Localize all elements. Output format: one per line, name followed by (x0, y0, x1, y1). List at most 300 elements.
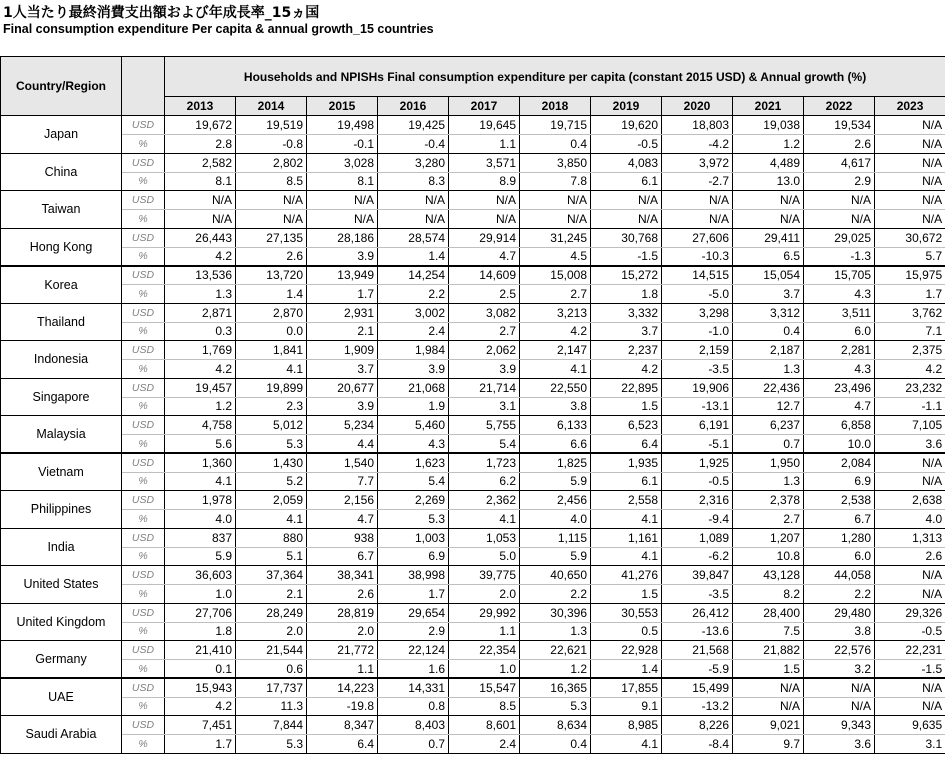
usd-cell: 26,412 (662, 603, 733, 622)
unit-label-percent: % (122, 660, 165, 679)
growth-cell: 4.2 (520, 322, 591, 341)
unit-label-usd: USD (122, 528, 165, 547)
usd-cell: 19,620 (591, 116, 662, 135)
usd-cell: 20,677 (307, 378, 378, 397)
growth-cell: 4.2 (591, 360, 662, 379)
growth-cell: N/A (733, 697, 804, 716)
growth-cell: 5.3 (236, 735, 307, 754)
usd-cell: 14,515 (662, 266, 733, 285)
growth-cell: 4.2 (875, 360, 945, 379)
usd-cell: 3,002 (378, 303, 449, 322)
usd-cell: N/A (804, 678, 875, 697)
growth-cell: 1.7 (165, 735, 236, 754)
growth-cell: 1.0 (449, 660, 520, 679)
growth-cell: 2.9 (378, 622, 449, 641)
usd-cell: 22,576 (804, 641, 875, 660)
unit-label-percent: % (122, 435, 165, 454)
usd-cell: 6,858 (804, 416, 875, 435)
growth-cell: 6.7 (307, 547, 378, 566)
growth-cell: -1.5 (875, 660, 945, 679)
usd-cell: 27,135 (236, 228, 307, 247)
growth-cell: 3.8 (520, 397, 591, 416)
table-row-growth (1, 360, 945, 379)
growth-cell: 1.8 (165, 622, 236, 641)
usd-cell: 1,950 (733, 453, 804, 472)
unit-label-usd: USD (122, 116, 165, 135)
growth-cell: 5.1 (236, 547, 307, 566)
usd-cell: 14,223 (307, 678, 378, 697)
table-row-growth (1, 210, 945, 229)
usd-cell: 39,847 (662, 566, 733, 585)
usd-cell: 28,819 (307, 603, 378, 622)
growth-cell: 4.0 (165, 510, 236, 529)
usd-cell: 21,544 (236, 641, 307, 660)
usd-cell: 2,538 (804, 491, 875, 510)
growth-cell: 6.2 (449, 472, 520, 491)
usd-cell: 19,534 (804, 116, 875, 135)
usd-cell: 37,364 (236, 566, 307, 585)
table-row-growth (1, 172, 945, 191)
growth-cell: -8.4 (662, 735, 733, 754)
country-name: India (1, 528, 122, 566)
growth-cell: 0.7 (733, 435, 804, 454)
growth-cell: -5.1 (662, 435, 733, 454)
year-header: 2015 (307, 97, 378, 116)
unit-label-percent: % (122, 697, 165, 716)
table-row-usd (1, 678, 945, 697)
growth-cell: N/A (520, 210, 591, 229)
usd-cell: N/A (875, 116, 945, 135)
usd-cell: 3,571 (449, 153, 520, 172)
usd-cell: 2,375 (875, 341, 945, 360)
usd-cell: 6,523 (591, 416, 662, 435)
table-row-usd (1, 341, 945, 360)
usd-cell: N/A (307, 191, 378, 210)
unit-label-percent: % (122, 547, 165, 566)
usd-cell: 2,558 (591, 491, 662, 510)
usd-cell: 6,133 (520, 416, 591, 435)
usd-cell: N/A (733, 678, 804, 697)
growth-cell: 1.0 (165, 585, 236, 604)
table-row-usd (1, 378, 945, 397)
growth-cell: 0.5 (591, 622, 662, 641)
table-row-growth (1, 735, 945, 754)
growth-cell: -10.3 (662, 247, 733, 266)
usd-cell: 1,623 (378, 453, 449, 472)
table-row-usd (1, 603, 945, 622)
usd-cell: N/A (875, 566, 945, 585)
table-row-growth (1, 510, 945, 529)
usd-cell: 19,906 (662, 378, 733, 397)
growth-cell: 3.9 (449, 360, 520, 379)
usd-cell: 15,547 (449, 678, 520, 697)
unit-label-percent: % (122, 210, 165, 229)
usd-cell: 1,207 (733, 528, 804, 547)
growth-cell: -0.1 (307, 135, 378, 154)
growth-cell: 5.9 (165, 547, 236, 566)
table-row-growth (1, 397, 945, 416)
usd-cell: 880 (236, 528, 307, 547)
country-name: Malaysia (1, 416, 122, 454)
usd-cell: N/A (875, 191, 945, 210)
usd-cell: 19,899 (236, 378, 307, 397)
growth-cell: 3.8 (804, 622, 875, 641)
growth-cell: 2.4 (449, 735, 520, 754)
usd-cell: 1,003 (378, 528, 449, 547)
usd-cell: 8,601 (449, 716, 520, 735)
usd-cell: 19,672 (165, 116, 236, 135)
growth-cell: 5.3 (520, 697, 591, 716)
growth-cell: -0.8 (236, 135, 307, 154)
table-row-usd (1, 566, 945, 585)
usd-cell: N/A (875, 153, 945, 172)
country-name: China (1, 153, 122, 191)
growth-cell: 4.2 (165, 697, 236, 716)
unit-label-percent: % (122, 172, 165, 191)
usd-cell: 4,083 (591, 153, 662, 172)
growth-cell: 5.7 (875, 247, 945, 266)
country-name: Saudi Arabia (1, 716, 122, 754)
unit-label-usd: USD (122, 603, 165, 622)
usd-cell: 9,021 (733, 716, 804, 735)
usd-cell: N/A (378, 191, 449, 210)
growth-cell: 2.5 (449, 285, 520, 304)
usd-cell: 3,762 (875, 303, 945, 322)
usd-cell: 8,347 (307, 716, 378, 735)
growth-cell: -1.0 (662, 322, 733, 341)
growth-cell: 13.0 (733, 172, 804, 191)
usd-cell: 2,062 (449, 341, 520, 360)
usd-cell: 2,456 (520, 491, 591, 510)
usd-cell: 9,635 (875, 716, 945, 735)
growth-cell: 6.4 (307, 735, 378, 754)
growth-cell: 2.8 (165, 135, 236, 154)
column-header-main: Households and NPISHs Final consumption expenditure per capita (constant 2015 USD) & Annual growth (%) (165, 57, 945, 97)
growth-cell: N/A (165, 210, 236, 229)
usd-cell: 8,634 (520, 716, 591, 735)
usd-cell: 3,511 (804, 303, 875, 322)
usd-cell: 3,332 (591, 303, 662, 322)
growth-cell: 5.3 (236, 435, 307, 454)
usd-cell: 3,850 (520, 153, 591, 172)
usd-cell: 19,645 (449, 116, 520, 135)
usd-cell: 1,161 (591, 528, 662, 547)
usd-cell: 19,715 (520, 116, 591, 135)
growth-cell: 1.8 (591, 285, 662, 304)
growth-cell: -5.0 (662, 285, 733, 304)
growth-cell: -0.5 (875, 622, 945, 641)
growth-cell: N/A (804, 210, 875, 229)
growth-cell: 7.7 (307, 472, 378, 491)
growth-cell: 8.9 (449, 172, 520, 191)
growth-cell: N/A (733, 210, 804, 229)
table-row-growth (1, 247, 945, 266)
usd-cell: 2,159 (662, 341, 733, 360)
unit-label-usd: USD (122, 228, 165, 247)
usd-cell: 43,128 (733, 566, 804, 585)
growth-cell: 2.7 (449, 322, 520, 341)
growth-cell: 2.4 (378, 322, 449, 341)
growth-cell: -3.5 (662, 585, 733, 604)
growth-cell: 1.3 (733, 360, 804, 379)
growth-cell: 3.9 (307, 247, 378, 266)
year-header: 2021 (733, 97, 804, 116)
usd-cell: 2,269 (378, 491, 449, 510)
usd-cell: 2,362 (449, 491, 520, 510)
usd-cell: 2,281 (804, 341, 875, 360)
usd-cell: 1,984 (378, 341, 449, 360)
usd-cell: N/A (591, 191, 662, 210)
growth-cell: 2.0 (449, 585, 520, 604)
usd-cell: 40,650 (520, 566, 591, 585)
growth-cell: 1.7 (378, 585, 449, 604)
usd-cell: 14,331 (378, 678, 449, 697)
year-header: 2022 (804, 97, 875, 116)
country-name: United States (1, 566, 122, 604)
year-header: 2020 (662, 97, 733, 116)
column-header-unit (122, 57, 165, 116)
usd-cell: 1,540 (307, 453, 378, 472)
usd-cell: 5,755 (449, 416, 520, 435)
growth-cell: 10.0 (804, 435, 875, 454)
usd-cell: N/A (449, 191, 520, 210)
growth-cell: -13.1 (662, 397, 733, 416)
country-name: Japan (1, 116, 122, 154)
usd-cell: 2,871 (165, 303, 236, 322)
growth-cell: 0.4 (733, 322, 804, 341)
growth-cell: N/A (236, 210, 307, 229)
growth-cell: 4.2 (165, 247, 236, 266)
growth-cell: 7.8 (520, 172, 591, 191)
table-row-usd (1, 641, 945, 660)
growth-cell: 4.1 (591, 547, 662, 566)
growth-cell: -3.5 (662, 360, 733, 379)
usd-cell: 22,621 (520, 641, 591, 660)
growth-cell: 1.2 (520, 660, 591, 679)
year-header: 2017 (449, 97, 520, 116)
growth-cell: 5.4 (449, 435, 520, 454)
growth-cell: 4.3 (378, 435, 449, 454)
usd-cell: N/A (804, 191, 875, 210)
usd-cell: N/A (520, 191, 591, 210)
usd-cell: 8,226 (662, 716, 733, 735)
table-row-usd (1, 228, 945, 247)
unit-label-usd: USD (122, 303, 165, 322)
country-name: Taiwan (1, 191, 122, 229)
growth-cell: 3.9 (307, 397, 378, 416)
usd-cell: 15,705 (804, 266, 875, 285)
year-header: 2019 (591, 97, 662, 116)
usd-cell: 22,124 (378, 641, 449, 660)
usd-cell: 22,436 (733, 378, 804, 397)
usd-cell: 2,582 (165, 153, 236, 172)
usd-cell: 1,769 (165, 341, 236, 360)
usd-cell: N/A (733, 191, 804, 210)
usd-cell: 17,737 (236, 678, 307, 697)
usd-cell: 1,978 (165, 491, 236, 510)
usd-cell: 26,443 (165, 228, 236, 247)
table-body (1, 116, 945, 754)
table-row-usd (1, 153, 945, 172)
usd-cell: 2,378 (733, 491, 804, 510)
growth-cell: 10.8 (733, 547, 804, 566)
growth-cell: N/A (307, 210, 378, 229)
table-row-growth (1, 285, 945, 304)
growth-cell: 4.1 (165, 472, 236, 491)
usd-cell: 8,403 (378, 716, 449, 735)
usd-cell: 13,720 (236, 266, 307, 285)
unit-label-usd: USD (122, 566, 165, 585)
table-row-growth (1, 435, 945, 454)
growth-cell: 4.7 (307, 510, 378, 529)
growth-cell: 8.1 (307, 172, 378, 191)
growth-cell: 1.3 (733, 472, 804, 491)
growth-cell: 0.7 (378, 735, 449, 754)
usd-cell: 2,870 (236, 303, 307, 322)
usd-cell: 31,245 (520, 228, 591, 247)
growth-cell: 1.4 (236, 285, 307, 304)
growth-cell: 1.4 (591, 660, 662, 679)
growth-cell: 2.0 (236, 622, 307, 641)
usd-cell: 7,844 (236, 716, 307, 735)
usd-cell: 15,943 (165, 678, 236, 697)
growth-cell: 4.1 (591, 735, 662, 754)
growth-cell: 8.1 (165, 172, 236, 191)
usd-cell: 19,519 (236, 116, 307, 135)
growth-cell: -5.9 (662, 660, 733, 679)
growth-cell: 1.5 (591, 397, 662, 416)
growth-cell: 0.3 (165, 322, 236, 341)
unit-label-usd: USD (122, 678, 165, 697)
growth-cell: -13.6 (662, 622, 733, 641)
usd-cell: 29,992 (449, 603, 520, 622)
table-row-usd (1, 716, 945, 735)
usd-cell: 19,038 (733, 116, 804, 135)
usd-cell: 1,723 (449, 453, 520, 472)
usd-cell: 1,430 (236, 453, 307, 472)
growth-cell: N/A (804, 697, 875, 716)
unit-label-percent: % (122, 322, 165, 341)
usd-cell: 14,254 (378, 266, 449, 285)
growth-cell: -0.5 (591, 135, 662, 154)
growth-cell: 1.1 (449, 622, 520, 641)
usd-cell: 18,803 (662, 116, 733, 135)
usd-cell: 1,313 (875, 528, 945, 547)
usd-cell: 3,082 (449, 303, 520, 322)
usd-cell: 21,714 (449, 378, 520, 397)
unit-label-usd: USD (122, 453, 165, 472)
usd-cell: 17,855 (591, 678, 662, 697)
page-title-english: Final consumption expenditure Per capita & annual growth_15 countries (3, 22, 434, 36)
growth-cell: 6.5 (733, 247, 804, 266)
growth-cell: 8.3 (378, 172, 449, 191)
growth-cell: 6.9 (804, 472, 875, 491)
growth-cell: -19.8 (307, 697, 378, 716)
usd-cell: 938 (307, 528, 378, 547)
unit-label-percent: % (122, 397, 165, 416)
growth-cell: 1.3 (165, 285, 236, 304)
country-name: Hong Kong (1, 228, 122, 266)
usd-cell: 1,841 (236, 341, 307, 360)
table-row-growth (1, 547, 945, 566)
usd-cell: 4,758 (165, 416, 236, 435)
usd-cell: 22,231 (875, 641, 945, 660)
usd-cell: 15,272 (591, 266, 662, 285)
usd-cell: 22,354 (449, 641, 520, 660)
usd-cell: 1,115 (520, 528, 591, 547)
unit-label-usd: USD (122, 641, 165, 660)
usd-cell: 23,232 (875, 378, 945, 397)
growth-cell: 2.2 (520, 585, 591, 604)
growth-cell: 3.2 (804, 660, 875, 679)
usd-cell: N/A (662, 191, 733, 210)
unit-label-percent: % (122, 510, 165, 529)
growth-cell: 6.1 (591, 472, 662, 491)
page-title-japanese: 1人当たり最終消費支出額および年成長率_15ヵ国 (3, 5, 320, 21)
growth-cell: 4.3 (804, 360, 875, 379)
usd-cell: 27,606 (662, 228, 733, 247)
growth-cell: 3.1 (449, 397, 520, 416)
growth-cell: 2.9 (804, 172, 875, 191)
usd-cell: 21,068 (378, 378, 449, 397)
usd-cell: 9,343 (804, 716, 875, 735)
growth-cell: N/A (875, 172, 945, 191)
usd-cell: 4,489 (733, 153, 804, 172)
country-name: Singapore (1, 378, 122, 416)
usd-cell: 3,298 (662, 303, 733, 322)
growth-cell: 4.1 (520, 360, 591, 379)
unit-label-percent: % (122, 735, 165, 754)
growth-cell: 9.7 (733, 735, 804, 754)
growth-cell: 11.3 (236, 697, 307, 716)
usd-cell: 1,909 (307, 341, 378, 360)
table-row-usd (1, 116, 945, 135)
usd-cell: 1,925 (662, 453, 733, 472)
country-name: Vietnam (1, 453, 122, 491)
growth-cell: 1.3 (520, 622, 591, 641)
growth-cell: 4.0 (520, 510, 591, 529)
usd-cell: 44,058 (804, 566, 875, 585)
growth-cell: 6.7 (804, 510, 875, 529)
usd-cell: 23,496 (804, 378, 875, 397)
growth-cell: 4.7 (449, 247, 520, 266)
growth-cell: 6.1 (591, 172, 662, 191)
country-name: Indonesia (1, 341, 122, 379)
unit-label-usd: USD (122, 491, 165, 510)
consumption-table (0, 56, 945, 754)
usd-cell: 2,187 (733, 341, 804, 360)
growth-cell: N/A (875, 135, 945, 154)
growth-cell: -1.1 (875, 397, 945, 416)
usd-cell: 15,054 (733, 266, 804, 285)
growth-cell: N/A (875, 210, 945, 229)
growth-cell: 2.0 (307, 622, 378, 641)
usd-cell: 2,638 (875, 491, 945, 510)
growth-cell: 6.0 (804, 322, 875, 341)
usd-cell: 19,457 (165, 378, 236, 397)
unit-label-usd: USD (122, 191, 165, 210)
year-header: 2013 (165, 97, 236, 116)
table-row-usd (1, 303, 945, 322)
usd-cell: 2,237 (591, 341, 662, 360)
country-name: United Kingdom (1, 603, 122, 641)
growth-cell: -4.2 (662, 135, 733, 154)
table-row-growth (1, 585, 945, 604)
table-row-usd (1, 453, 945, 472)
usd-cell: N/A (875, 678, 945, 697)
growth-cell: 8.5 (236, 172, 307, 191)
usd-cell: 39,775 (449, 566, 520, 585)
